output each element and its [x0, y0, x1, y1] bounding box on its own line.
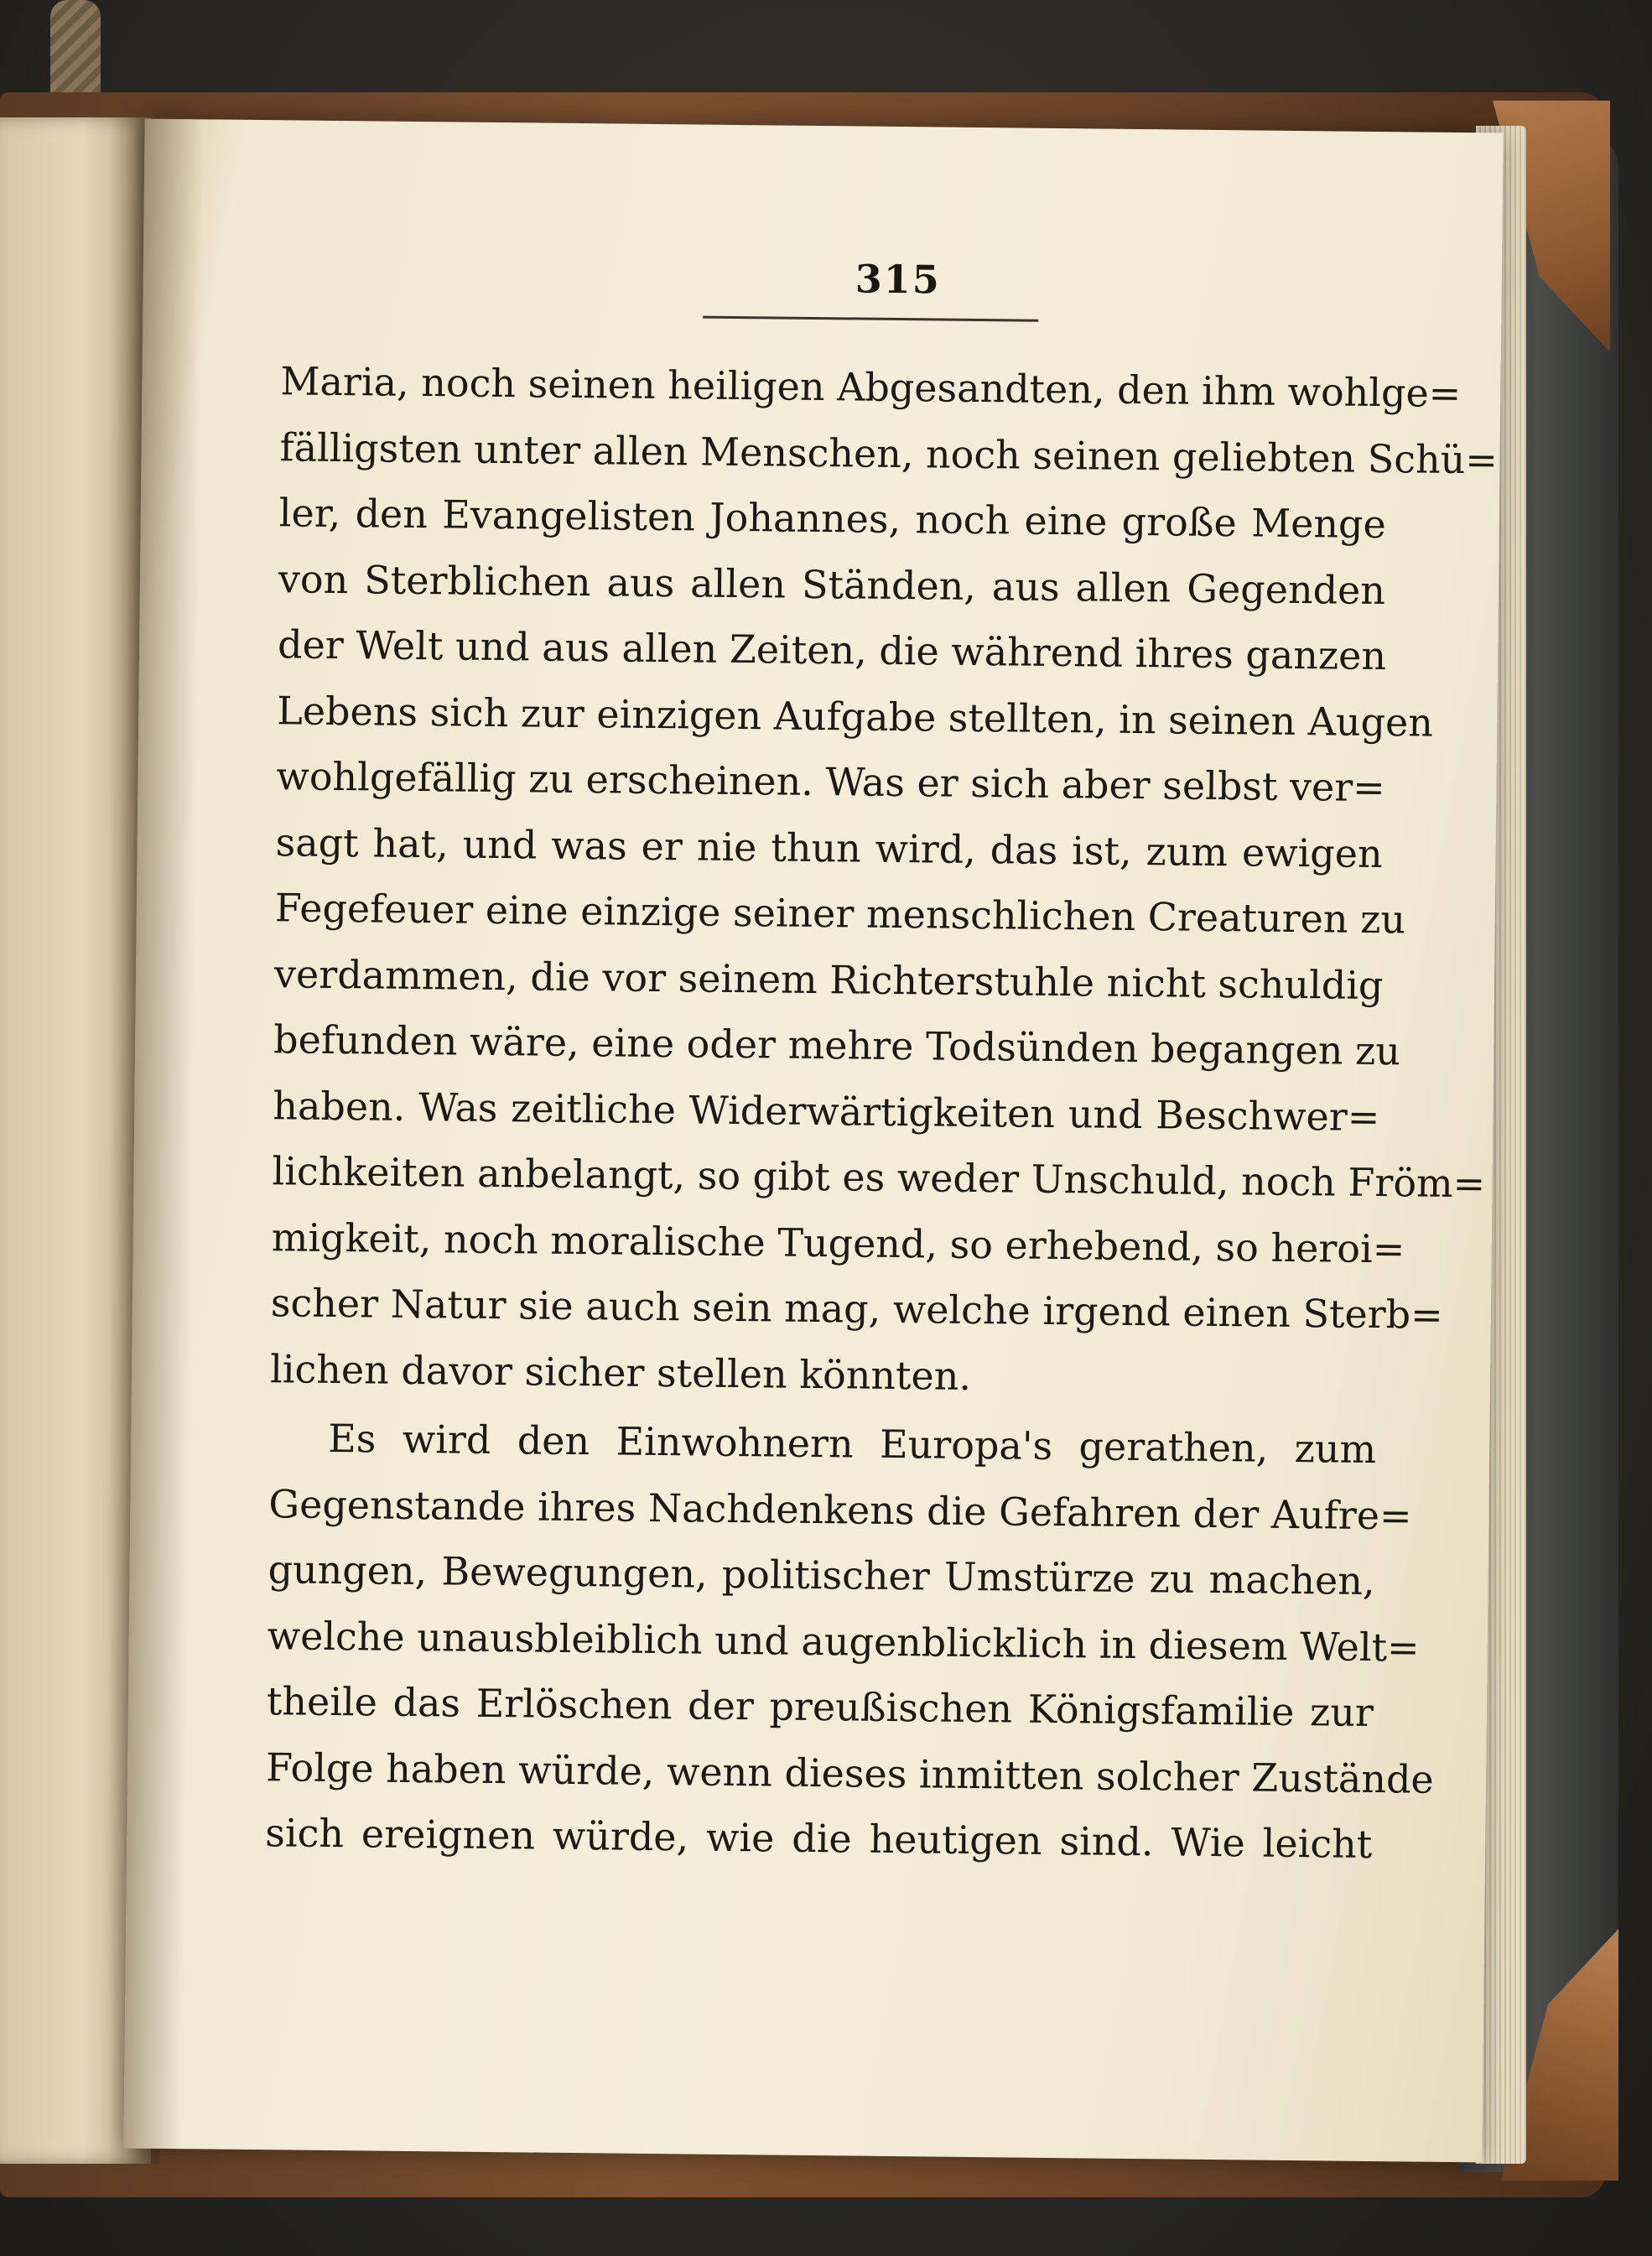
page-number: 315	[855, 256, 942, 303]
text-line: Folge haben würde, wenn dieses inmitten solcher Zustände	[265, 1744, 1434, 1802]
text-line: Fegefeuer eine einzige seiner menschlichen Creaturen zu	[274, 885, 1406, 943]
body-text	[265, 348, 1499, 1877]
text-line: wohlgefällig zu erscheinen. Was er sich aber selbst ver=	[276, 753, 1386, 811]
text-line: Lebens sich zur einzigen Aufgabe stellten, in seinen Augen	[277, 687, 1434, 746]
text-line: haben. Was zeitliche Widerwärtigkeiten und Beschwer=	[273, 1082, 1380, 1140]
text-line: verdammen, die vor seinem Richterstuhle nicht schuldig	[273, 950, 1384, 1008]
text-line: von Sterblichen aus allen Ständen, aus allen Gegenden	[278, 555, 1386, 613]
header-rule	[703, 316, 1038, 322]
text-line: lichkeiten anbelangt, so gibt es weder Unschuld, noch Fröm=	[272, 1148, 1486, 1207]
text-line: sich ereignen würde, wie die heutigen sind. Wie leicht	[265, 1810, 1373, 1868]
text-line: Es wird den Einwohnern Europa's gerathen, zum	[327, 1415, 1377, 1473]
text-line: welche unausbleiblich und augenblicklich in diesem Welt=	[267, 1612, 1420, 1671]
text-line: gungen, Bewegungen, politischer Umstürze zu machen,	[268, 1546, 1375, 1604]
text-line: scher Natur sie auch sein mag, welche irgend einen Sterb=	[270, 1280, 1443, 1338]
text-line: Maria, noch seinen heiligen Abgesandten, den ihm wohlge=	[280, 358, 1462, 417]
text-line: befunden wäre, eine oder mehre Todsünden begangen zu	[273, 1016, 1401, 1074]
text-line: theile das Erlöschen der preußischen Königsfamilie zur	[266, 1678, 1374, 1736]
text-line: ler, den Evangelisten Johannes, noch eine große Menge	[278, 490, 1387, 548]
text-line: migkeit, noch moralische Tugend, so erhebend, so heroi=	[271, 1214, 1405, 1271]
text-line: fälligsten unter allen Menschen, noch seinen geliebten Schü=	[279, 424, 1499, 482]
book-page	[123, 119, 1503, 2163]
text-line: sagt hat, und was er nie thun wird, das ist, zum ewigen	[275, 819, 1383, 876]
text-line: lichen davor sicher stellen könnten.	[269, 1345, 972, 1399]
text-line: der Welt und aus allen Zeiten, die während ihres ganzen	[277, 621, 1387, 679]
text-line: Gegenstande ihres Nachdenkens die Gefahren der Aufre=	[268, 1480, 1412, 1538]
